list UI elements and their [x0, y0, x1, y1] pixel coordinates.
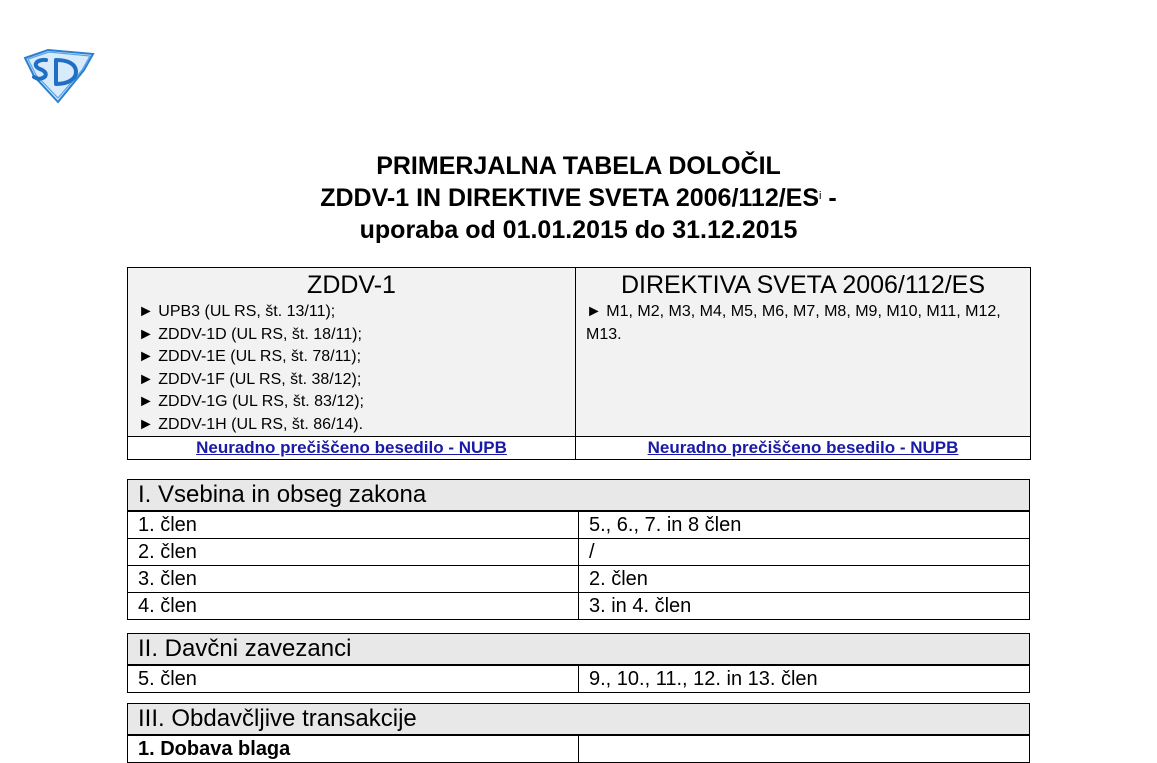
title-line-3: uporaba od 01.01.2015 do 31.12.2015 — [359, 216, 798, 244]
zddv-heading: ZDDV-1 — [307, 271, 396, 299]
amendment-item: ► ZDDV-1G (UL RS, št. 83/12); — [138, 393, 364, 410]
table-row — [128, 539, 1030, 566]
section-table — [127, 479, 1030, 620]
zddv-article: 1. člen — [128, 511, 579, 539]
table-row — [128, 511, 1030, 539]
directive-nupb-link[interactable]: Neuradno prečiščeno besedilo - NUPB — [647, 438, 959, 457]
table-row — [128, 566, 1030, 593]
table-row — [128, 593, 1030, 620]
footnote-marker[interactable]: i — [819, 190, 822, 202]
section-table — [127, 703, 1030, 763]
directive-heading: DIREKTIVA SVETA 2006/112/ES — [620, 271, 986, 299]
document-title — [0, 150, 1157, 246]
title-line-1: PRIMERJALNA TABELA DOLOČIL — [376, 152, 781, 180]
zddv-nupb-link[interactable]: Neuradno prečiščeno besedilo - NUPB — [196, 438, 507, 457]
sd-shield-logo-icon — [22, 46, 96, 104]
directive-article — [579, 735, 1030, 763]
zddv-header-cell — [128, 268, 576, 437]
amendment-item: ► ZDDV-1F (UL RS, št. 38/12); — [138, 370, 362, 388]
title-line-2-text: ZDDV-1 IN DIREKTIVE SVETA 2006/112/ES — [320, 184, 820, 212]
directive-header-cell — [576, 268, 1031, 437]
amendment-item: ► ZDDV-1D (UL RS, št. 18/11); — [138, 325, 362, 343]
directive-article: / — [579, 539, 1030, 566]
header-table — [127, 267, 1031, 460]
zddv-article: 4. člen — [128, 593, 579, 620]
zddv-amendments-list — [128, 301, 575, 436]
directive-amendments: ► M1, M2, M3, M4, M5, M6, M7, M8, M9, M10, M11, M12, M13. — [586, 303, 1001, 343]
directive-article: 2. člen — [579, 566, 1030, 593]
section-title: I. Vsebina in obseg zakona — [128, 480, 1030, 512]
directive-article: 5., 6., 7. in 8 člen — [579, 511, 1030, 539]
amendment-item: ► ZDDV-1H (UL RS, št. 86/14). — [138, 415, 364, 433]
zddv-link-cell — [128, 437, 576, 460]
zddv-article: 5. člen — [128, 665, 579, 693]
title-line-2-tail: - — [821, 184, 837, 212]
amendment-item: ► UPB3 (UL RS, št. 13/11); — [138, 303, 336, 320]
table-row — [128, 735, 1030, 763]
amendment-item: ► ZDDV-1E (UL RS, št. 78/11); — [138, 348, 362, 365]
zddv-article: 3. člen — [128, 566, 579, 593]
section-title: II. Davčni zavezanci — [128, 634, 1030, 666]
title-line-2 — [0, 182, 1157, 214]
section-table — [127, 633, 1030, 693]
subsection-title: 1. Dobava blaga — [128, 735, 579, 763]
table-row — [128, 665, 1030, 693]
directive-article: 9., 10., 11., 12. in 13. člen — [579, 665, 1030, 693]
directive-link-cell — [576, 437, 1031, 460]
zddv-article: 2. člen — [128, 539, 579, 566]
directive-article: 3. in 4. člen — [579, 593, 1030, 620]
section-title: III. Obdavčljive transakcije — [128, 704, 1030, 736]
